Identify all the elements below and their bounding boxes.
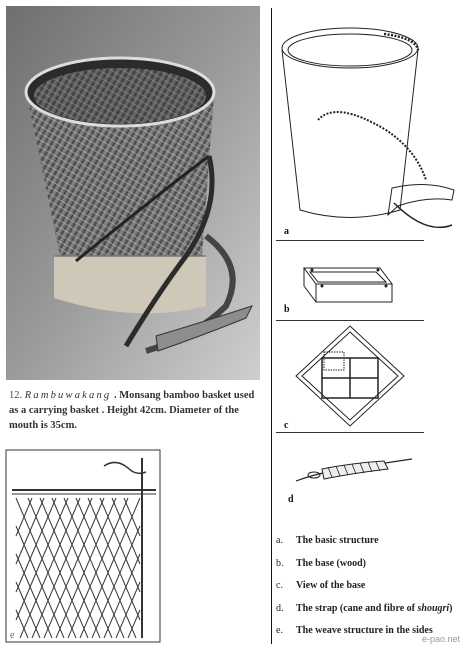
legend-item-a xyxy=(276,534,464,548)
legend-text: View of the base xyxy=(296,580,366,591)
legend-text: The base (wood) xyxy=(296,557,367,569)
label-b: b xyxy=(284,304,290,315)
vertical-divider xyxy=(271,8,272,644)
diagram-rule xyxy=(276,320,424,321)
legend-letter: e. xyxy=(276,625,283,636)
legend-text: The strap (cane and fibre of xyxy=(296,602,418,614)
basket-photo xyxy=(6,6,260,380)
watermark: e-pao.net xyxy=(421,634,460,644)
legend-item-d xyxy=(276,602,464,616)
legend-text: The weave structure in the sides xyxy=(296,625,433,636)
diagram-rule xyxy=(276,240,424,241)
legend-letter: a. xyxy=(276,535,283,546)
label-c: c xyxy=(284,420,289,431)
caption-basket-name: Rambuwakang xyxy=(24,390,112,401)
legend-item-c xyxy=(276,579,464,593)
label-d: d xyxy=(288,494,294,505)
legend-italic-term: shougri xyxy=(417,602,450,614)
legend-letter: d. xyxy=(276,602,284,614)
diagram-weave-structure xyxy=(4,448,162,644)
diagram-base-view xyxy=(292,322,408,430)
legend-text: The basic structure xyxy=(296,535,379,546)
legend-suffix: ) xyxy=(449,602,453,614)
label-a: a xyxy=(284,226,289,237)
caption-text: . Monsang bamboo basket used as a carrying basket . Height 42cm. Diameter of the mouth is 35cm. xyxy=(9,390,255,431)
diagram-basic-structure xyxy=(276,20,460,238)
diagram-legend xyxy=(276,534,464,647)
label-e: e xyxy=(10,630,15,641)
caption-number: 12. xyxy=(9,390,23,401)
diagram-rule xyxy=(276,432,424,433)
legend-letter: b. xyxy=(276,557,284,569)
diagram-base-wood xyxy=(282,258,402,318)
diagram-strap xyxy=(292,455,420,491)
legend-item-b xyxy=(276,557,464,571)
photo-caption xyxy=(9,388,261,433)
legend-letter: c. xyxy=(276,580,283,591)
